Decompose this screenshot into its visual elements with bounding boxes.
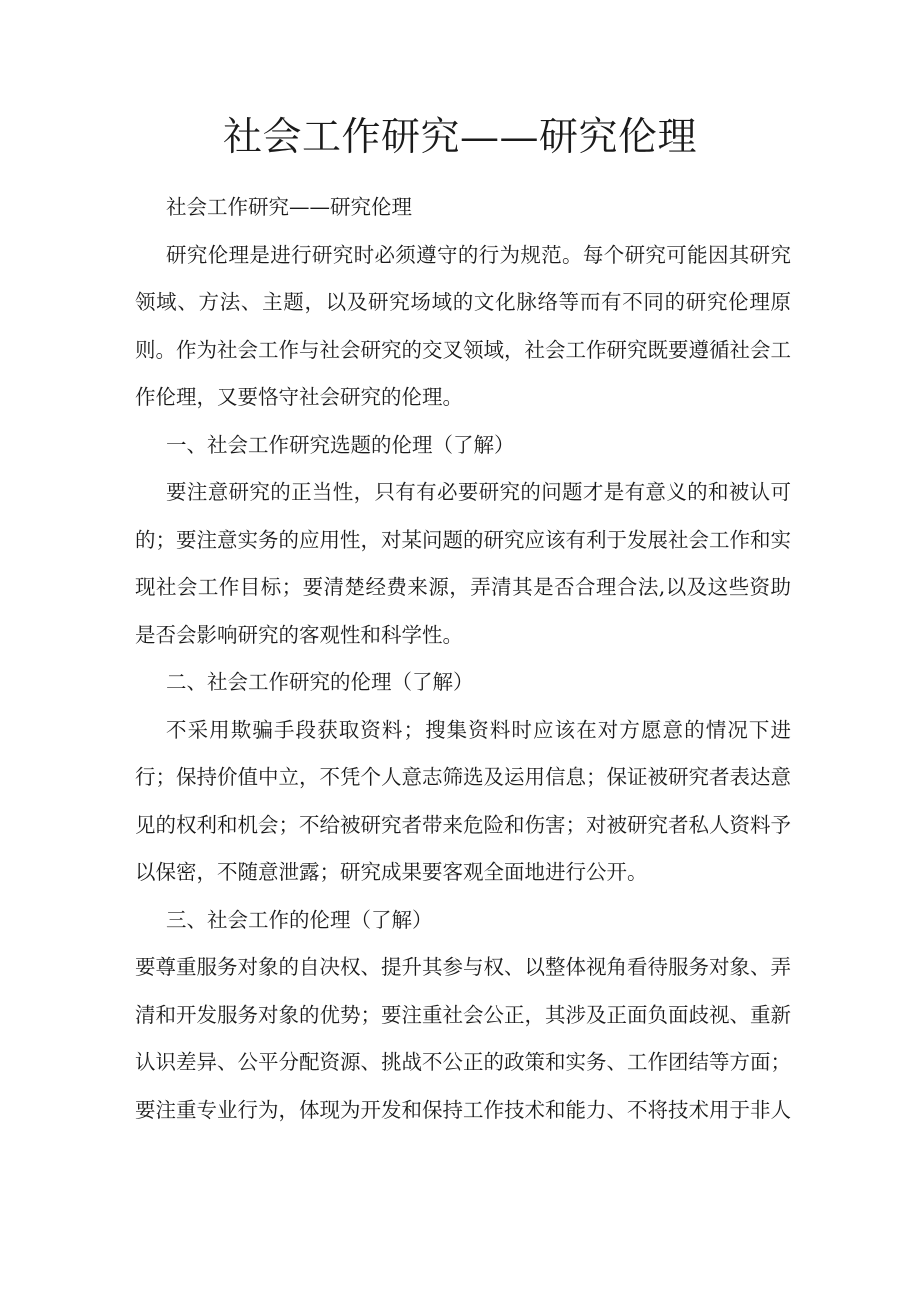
- section-heading-social-work-ethics: 三、社会工作的伦理（了解）: [166, 907, 433, 932]
- paragraph-social-work-ethics: 要尊重服务对象的自决权、提升其参与权、以整体视角看待服务对象、弄清和开发服务对象的优势；要注重社会公正，其涉及正面负面歧视、重新认识差异、公平分配资源、挑战不公正的政策和实务、工作团结等方面；要注重专业行为，体现为开发和保持工作技术和能力、不将技术用于非人: [135, 955, 791, 1122]
- paragraph-research-ethics: 不采用欺骗手段获取资料；搜集资料时应该在对方愿意的情况下进行；保持价值中立，不凭个人意志筛选及运用信息；保证被研究者表达意见的权利和机会；不给被研究者带来危险和伤害；对被研究者私人资料予以保密，不随意泄露；研究成果要客观全面地进行公开。: [135, 717, 791, 884]
- document-subtitle: 社会工作研究——研究伦理: [166, 195, 412, 219]
- paragraph-topic-ethics: 要注意研究的正当性，只有有必要研究的问题才是有意义的和被认可的；要注意实务的应用性，对某问题的研究应该有利于发展社会工作和实现社会工作目标；要清楚经费来源，弄清其是否合理合法,以及这些资助是否会影响研究的客观性和科学性。: [135, 480, 791, 647]
- section-heading-topic-ethics: 一、社会工作研究选题的伦理（了解）: [166, 432, 515, 457]
- document-body: [135, 184, 791, 1134]
- paragraph-intro: 研究伦理是进行研究时必须遵守的行为规范。每个研究可能因其研究领域、方法、主题，以及研究场域的文化脉络等而有不同的研究伦理原则。作为社会工作与社会研究的交叉领域，社会工作研究既要遵循社会工作伦理，又要恪守社会研究的伦理。: [135, 242, 791, 409]
- section-heading-research-ethics: 二、社会工作研究的伦理（了解）: [166, 670, 474, 694]
- document-title: 社会工作研究——研究伦理: [222, 115, 697, 160]
